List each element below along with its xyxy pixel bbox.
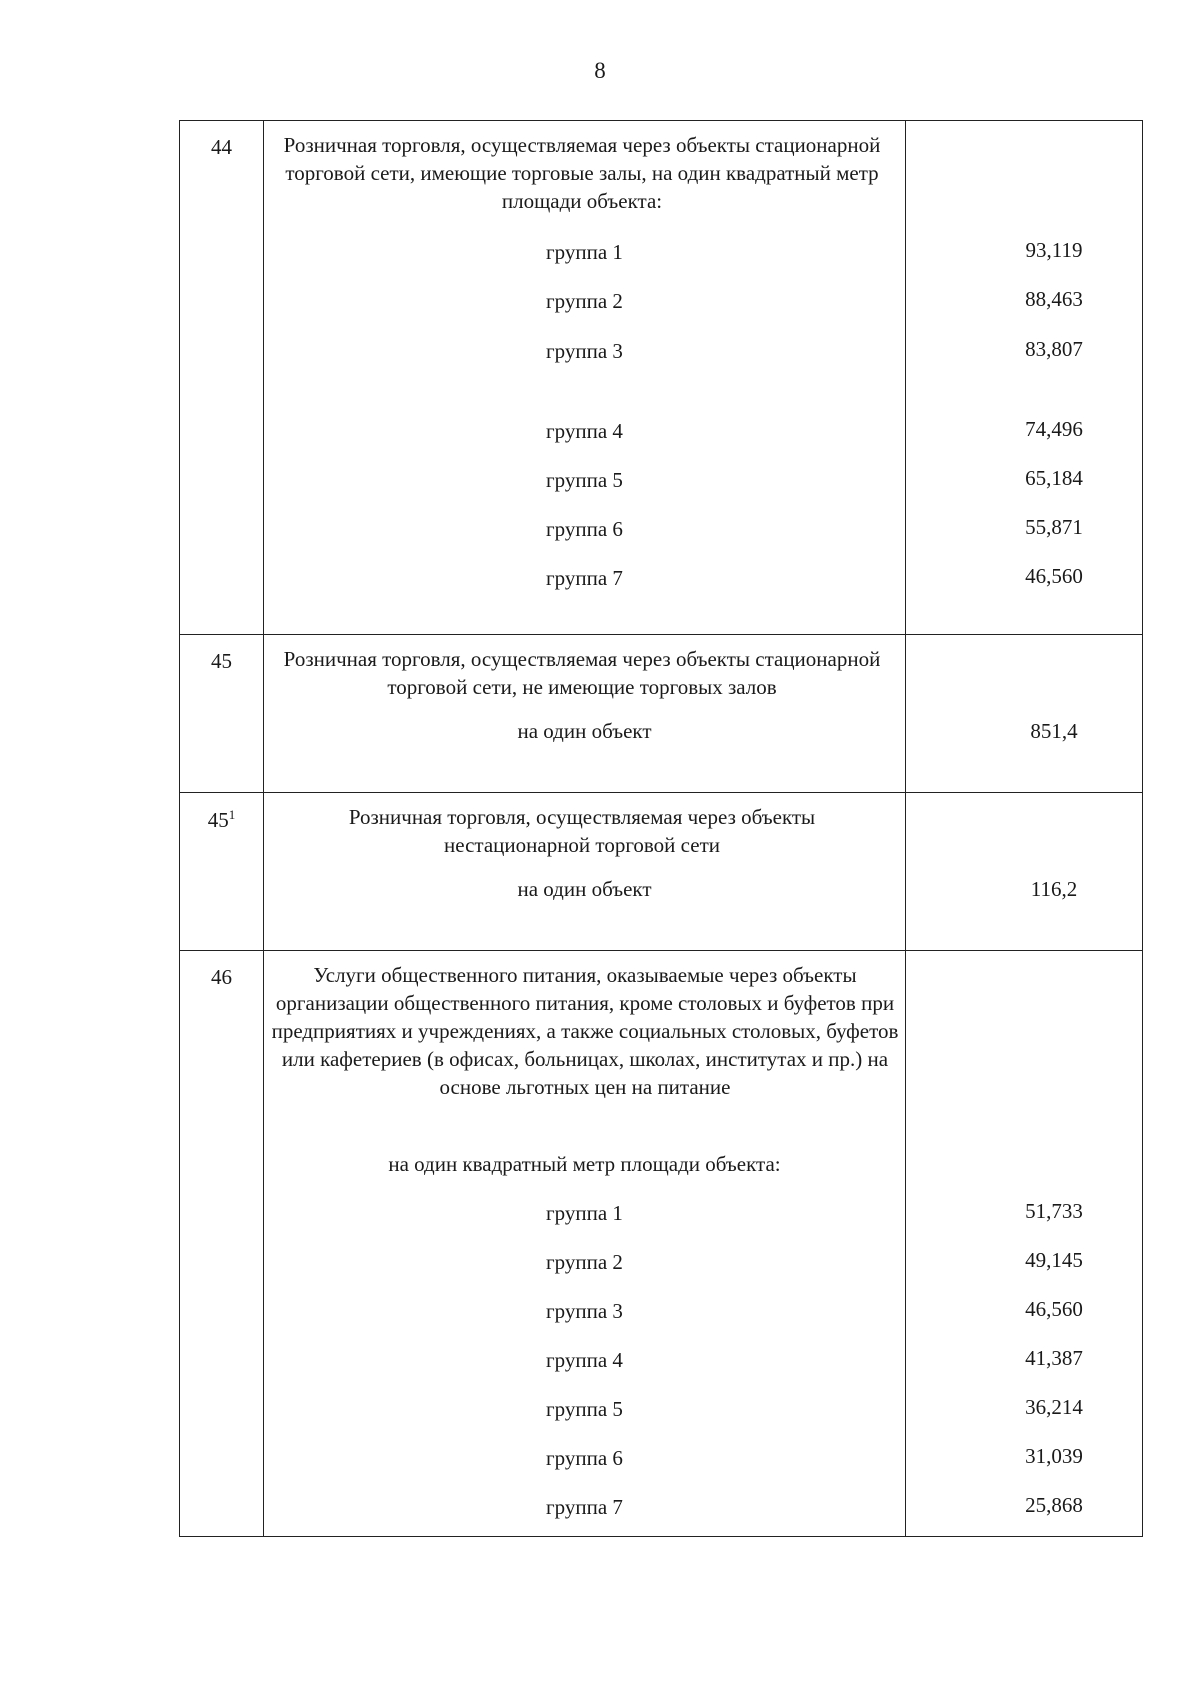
row-description: [264, 951, 906, 1537]
row-number: 44: [180, 121, 264, 635]
group-label: группа 6: [546, 1446, 623, 1470]
group-label: группа 4: [546, 419, 623, 443]
group-label: группа 2: [546, 289, 623, 313]
group-label: группа 2: [546, 1250, 623, 1274]
group-value: 851,4: [1030, 719, 1078, 743]
description-text: Розничная торговля, осуществляемая через объекты стационарной торговой сети, имеющие торговые залы, на один квадратный метр площади объекта:: [283, 133, 881, 213]
row-number: 46: [180, 951, 264, 1537]
group-label: группа 1: [546, 240, 623, 264]
row-number-superscript: 1: [228, 807, 236, 822]
row-description: [264, 793, 906, 951]
tariff-table: [179, 120, 1143, 1537]
group-label: группа 1: [546, 1201, 623, 1225]
description-text: Розничная торговля, осуществляемая через объекты нестационарной торговой сети: [348, 805, 816, 857]
group-value: 51,733: [1025, 1199, 1083, 1223]
group-value: 74,496: [1025, 417, 1083, 441]
group-value: 83,807: [1025, 337, 1083, 361]
group-value: 31,039: [1025, 1444, 1083, 1468]
description-text: Услуги общественного питания, оказываемые через объекты организации общественного питания, кроме столовых и буфетов при предприятиях и учреждениях, а также социальных столовых, буфетов или кафетериев (в офисах, больницах, школах, институтах и пр.) на основе льготных цен на питание: [271, 963, 899, 1099]
group-label: группа 7: [546, 1495, 623, 1519]
group-value: 25,868: [1025, 1493, 1083, 1517]
group-label: группа 4: [546, 1348, 623, 1372]
group-label: группа 7: [546, 566, 623, 590]
group-value: 36,214: [1025, 1395, 1083, 1419]
table-row: [180, 635, 1143, 793]
table-row: [180, 793, 1143, 951]
group-value: 41,387: [1025, 1346, 1083, 1370]
row-number: 45: [180, 635, 264, 793]
row-description: [264, 635, 906, 793]
row-description: [264, 121, 906, 635]
row-values: [906, 121, 1143, 635]
group-value: 55,871: [1025, 515, 1083, 539]
group-value: 88,463: [1025, 287, 1083, 311]
group-value: 93,119: [1025, 238, 1083, 262]
table-row: [180, 121, 1143, 635]
group-label: группа 5: [546, 1397, 623, 1421]
description-text: Розничная торговля, осуществляемая через объекты стационарной торговой сети, не имеющие торговых залов: [283, 647, 881, 699]
row-values: [906, 793, 1143, 951]
group-value: 46,560: [1025, 564, 1083, 588]
group-label: на один объект: [517, 877, 652, 901]
group-label: группа 3: [546, 1299, 623, 1323]
row-number: $45^1$: [180, 793, 264, 951]
page-number: 8: [594, 58, 606, 83]
subheading: на один квадратный метр площади объекта:: [388, 1152, 781, 1176]
row-values: [906, 635, 1143, 793]
group-label: группа 3: [546, 339, 623, 363]
group-value: 46,560: [1025, 1297, 1083, 1321]
group-label: группа 5: [546, 468, 623, 492]
row-values: [906, 951, 1143, 1537]
group-label: на один объект: [517, 719, 652, 743]
table-row: [180, 951, 1143, 1537]
group-value: 65,184: [1025, 466, 1083, 490]
group-label: группа 6: [546, 517, 623, 541]
group-value: 49,145: [1025, 1248, 1083, 1272]
group-value: 116,2: [1030, 877, 1078, 901]
